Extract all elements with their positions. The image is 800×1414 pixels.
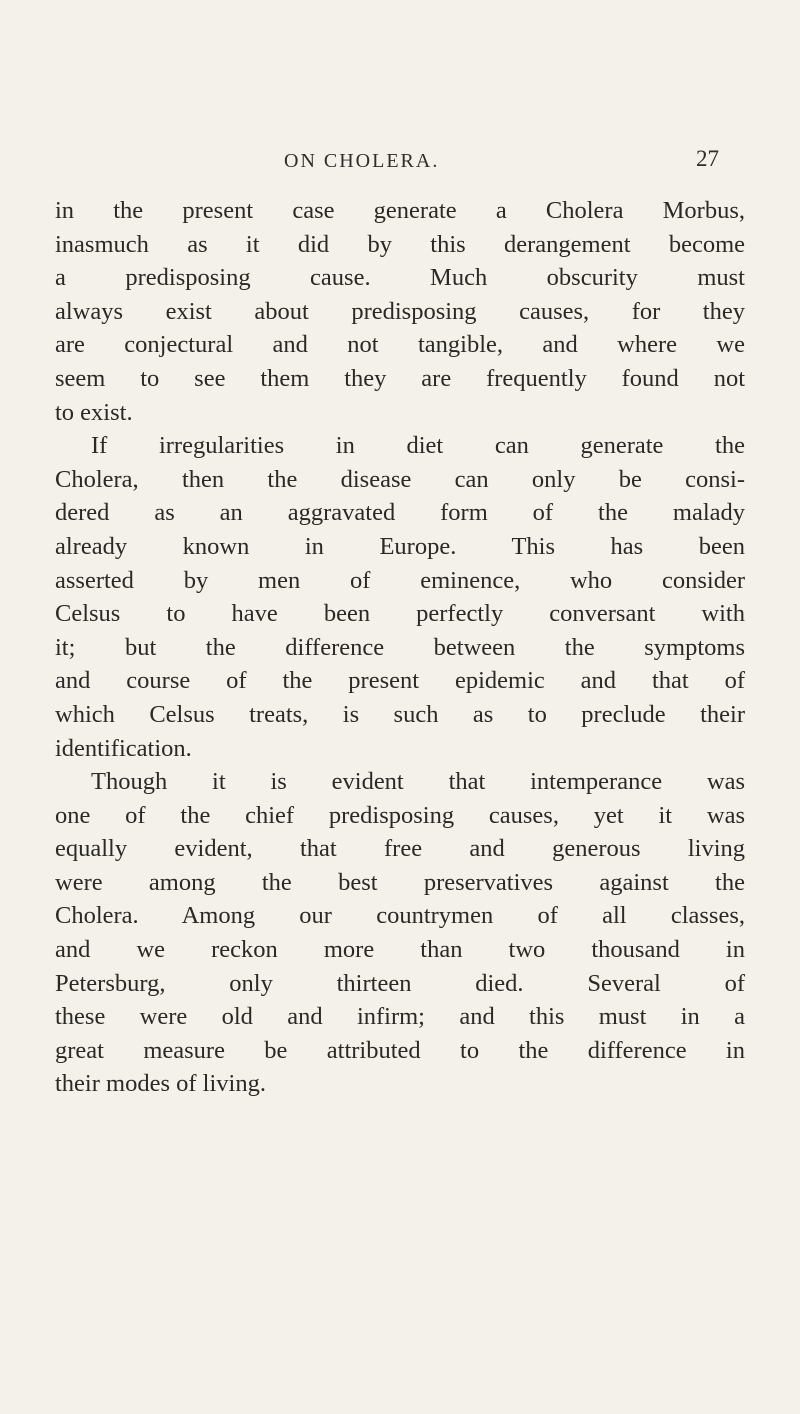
paragraph-3	[55, 765, 745, 1101]
paragraph-2	[55, 429, 745, 765]
text-line: and course of the present epidemic and that of	[55, 667, 745, 695]
text-line: asserted by men of eminence, who consider	[55, 566, 745, 594]
text-line: Petersburg, only thirteen died. Several of	[55, 969, 745, 997]
text-line: a predisposing cause. Much obscurity must	[55, 264, 745, 292]
text-line: in the present case generate a Cholera Morbus,	[55, 197, 745, 224]
paragraph-1	[55, 194, 745, 429]
text-line: dered as an aggravated form of the malady	[55, 499, 745, 527]
text-line: great measure be attributed to the difference in	[55, 1036, 745, 1064]
page-number: 27	[696, 146, 719, 171]
text-line: already known in Europe. This has been	[55, 532, 745, 560]
running-title: ON CHOLERA.	[284, 150, 440, 172]
text-line: Celsus to have been perfectly conversant with	[55, 600, 745, 628]
text-line: these were old and infirm; and this must in a	[55, 1003, 745, 1031]
text-line: always exist about predisposing causes, for they	[55, 297, 745, 325]
running-head	[0, 140, 800, 180]
text-line: it; but the difference between the symptoms	[55, 633, 745, 661]
text-line: Cholera, then the disease can only be consi-	[55, 465, 745, 493]
text-line: their modes of living.	[55, 1070, 266, 1098]
text-line: identification.	[55, 734, 192, 762]
text-line: are conjectural and not tangible, and where we	[55, 331, 745, 359]
body-text	[55, 194, 745, 1101]
text-line: and we reckon more than two thousand in	[55, 936, 745, 964]
text-line: inasmuch as it did by this derangement become	[55, 230, 745, 258]
text-line: equally evident, that free and generous living	[55, 835, 745, 863]
text-line: were among the best preservatives against the	[55, 868, 745, 896]
text-line: one of the chief predisposing causes, yet it was	[55, 801, 745, 829]
text-line: which Celsus treats, is such as to preclude their	[55, 700, 745, 728]
text-line: Cholera. Among our countrymen of all classes,	[55, 902, 745, 930]
text-line: Though it is evident that intemperance was	[91, 768, 745, 796]
text-line: seem to see them they are frequently found not	[55, 364, 745, 392]
text-line: If irregularities in diet can generate the	[91, 432, 745, 460]
text-line: to exist.	[55, 398, 133, 426]
